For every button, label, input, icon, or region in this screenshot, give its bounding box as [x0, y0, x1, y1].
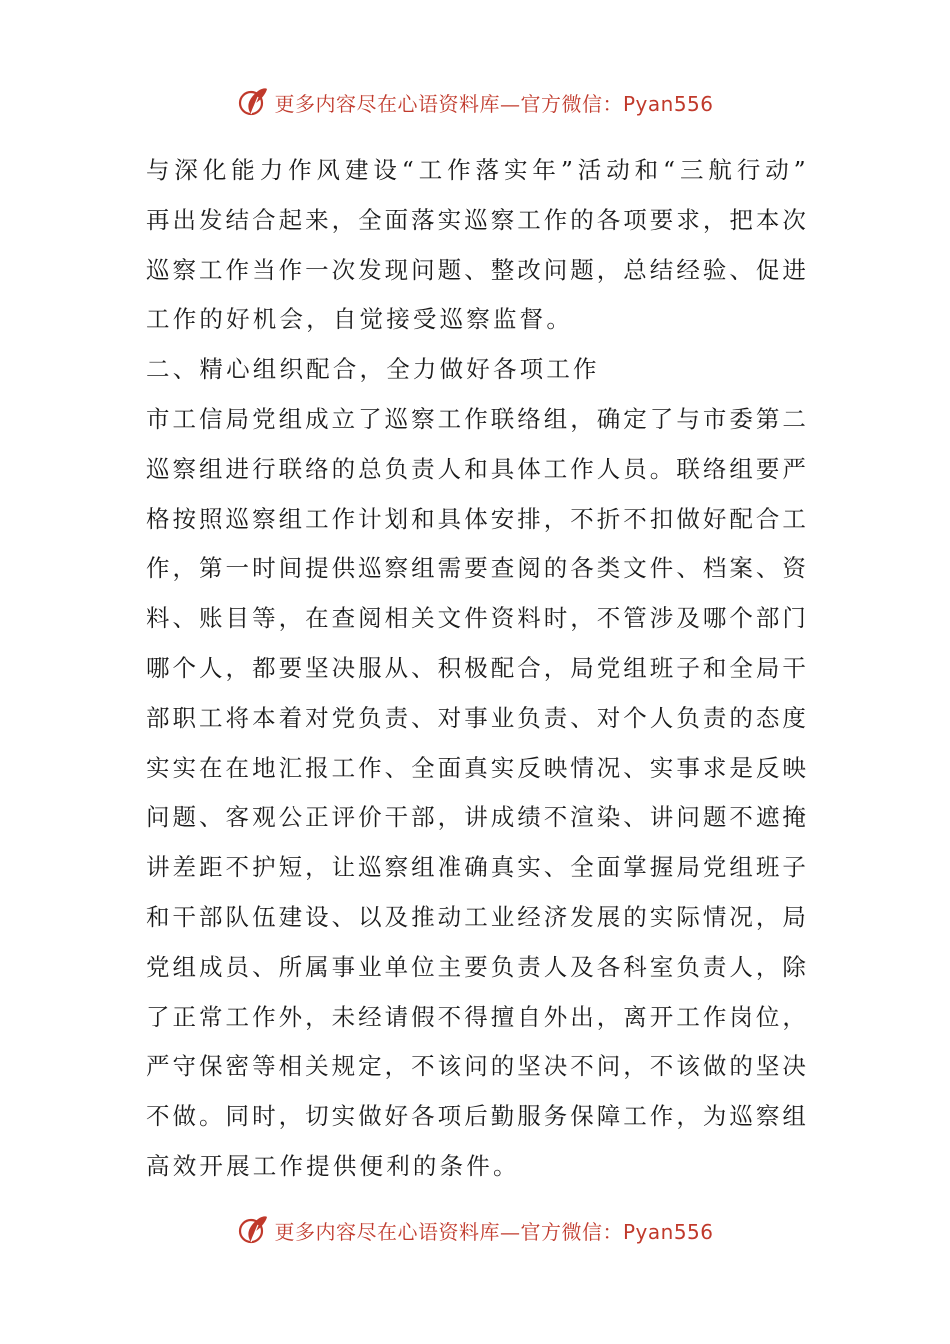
body-line: 与 深 化 能 力 作 风 建 设 “ 工 作 落 实 年 ” 活 动 和 “ 三 航 行 动 ”	[146, 156, 806, 184]
quill-logo-icon	[236, 85, 270, 119]
body-line: 工 作 的 好 机 会 ， 自 觉 接 受 巡 察 监 督 。	[146, 305, 570, 334]
body-line: 和 干 部 队 伍 建 设 、 以 及 推 动 工 业 经 济 发 展 的 实 际 情 况 ， 局	[146, 902, 806, 931]
body-line: 作 ， 第 一 时 间 提 供 巡 察 组 需 要 查 阅 的 各 类 文 件 、 档 案 、 资	[146, 554, 806, 583]
body-line: 格 按 照 巡 察 组 工 作 计 划 和 具 体 安 排 ， 不 折 不 扣 做 好 配 合 工	[146, 504, 806, 533]
body-line: 再 出 发 结 合 起 来 ， 全 面 落 实 巡 察 工 作 的 各 项 要 求 ， 把 本 次	[146, 205, 806, 234]
body-line: 市 工 信 局 党 组 成 立 了 巡 察 工 作 联 络 组 ， 确 定 了 与 市 委 第 二	[146, 404, 806, 433]
document-body	[146, 146, 806, 1192]
banner-text: 更多内容尽在心语资料库—官方微信：Pyan556	[274, 1219, 714, 1244]
body-line: 巡 察 组 进 行 联 络 的 总 负 责 人 和 具 体 工 作 人 员 。 联 络 组 要 严	[146, 454, 806, 483]
header-banner	[0, 82, 950, 122]
body-line: 料 、 账 目 等 ， 在 查 阅 相 关 文 件 资 料 时 ， 不 管 涉 及 哪 个 部 门	[146, 604, 806, 633]
body-line: 哪 个 人 ， 都 要 坚 决 服 从 、 积 极 配 合 ， 局 党 组 班 子 和 全 局 干	[146, 653, 806, 682]
body-line: 二 、 精 心 组 织 配 合 ， 全 力 做 好 各 项 工 作	[146, 355, 597, 384]
body-line: 讲 差 距 不 护 短 ， 让 巡 察 组 准 确 真 实 、 全 面 掌 握 局 党 组 班 子	[146, 853, 806, 882]
body-line: 不 做 。 同 时 ， 切 实 做 好 各 项 后 勤 服 务 保 障 工 作 ， 为 巡 察 组	[146, 1102, 806, 1131]
body-line: 巡 察 工 作 当 作 一 次 发 现 问 题 、 整 改 问 题 ， 总 结 经 验 、 促 进	[146, 255, 806, 284]
body-line: 党 组 成 员 、 所 属 事 业 单 位 主 要 负 责 人 及 各 科 室 负 责 人 ， 除	[146, 952, 806, 981]
body-line: 实 实 在 在 地 汇 报 工 作 、 全 面 真 实 反 映 情 况 、 实 事 求 是 反 映	[146, 753, 806, 782]
body-line: 了 正 常 工 作 外 ， 未 经 请 假 不 得 擅 自 外 出 ， 离 开 工 作 岗 位 ，	[146, 1002, 806, 1031]
banner-text: 更多内容尽在心语资料库—官方微信：Pyan556	[274, 91, 714, 116]
body-line: 部 职 工 将 本 着 对 党 负 责 、 对 事 业 负 责 、 对 个 人 负 责 的 态 度	[146, 703, 806, 732]
footer-banner	[0, 1210, 950, 1250]
body-line: 严 守 保 密 等 相 关 规 定 ， 不 该 问 的 坚 决 不 问 ， 不 该 做 的 坚 决	[146, 1052, 806, 1081]
body-line: 高 效 开 展 工 作 提 供 便 利 的 条 件 。	[146, 1151, 517, 1180]
quill-logo-icon	[236, 1213, 270, 1247]
body-line: 问 题 、 客 观 公 正 评 价 干 部 ， 讲 成 绩 不 渲 染 、 讲 问 题 不 遮 掩	[146, 803, 806, 832]
